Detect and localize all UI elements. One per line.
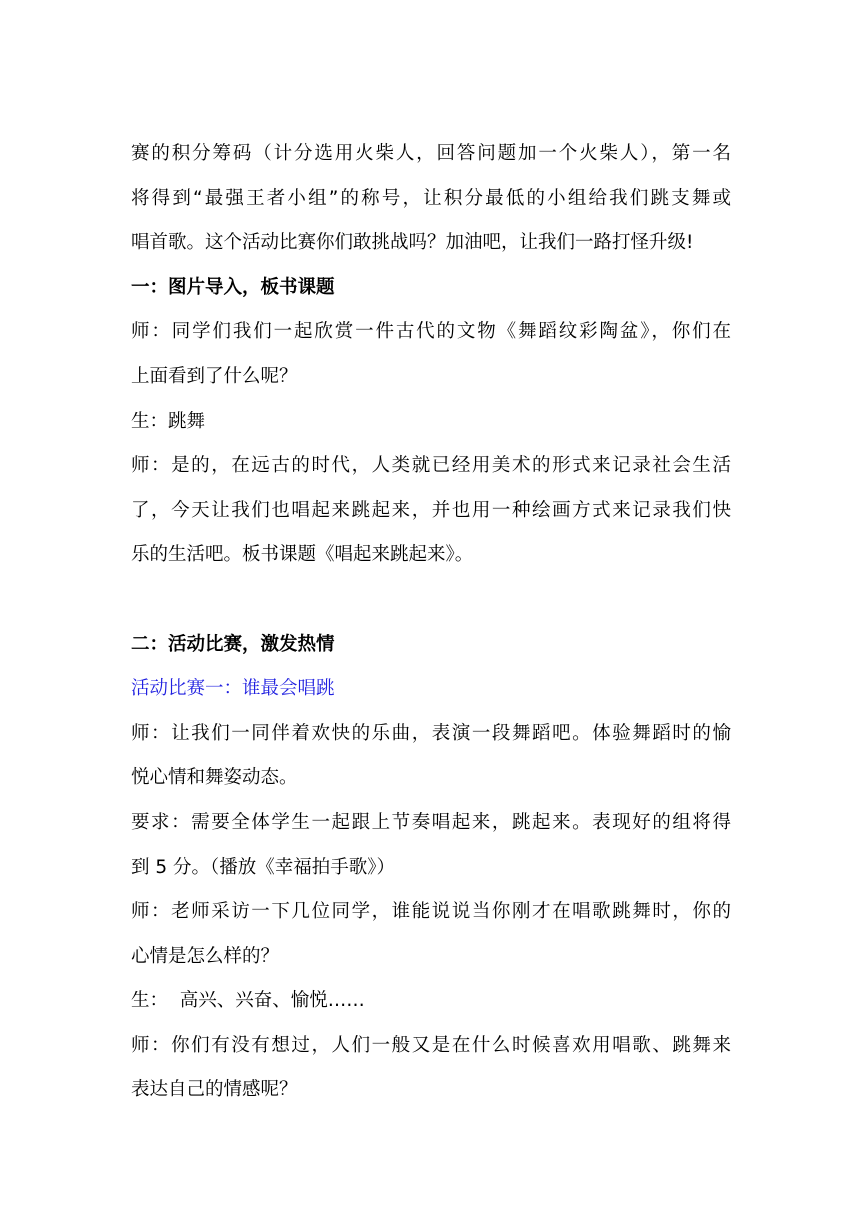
blank-line — [131, 578, 731, 623]
paragraph-line: 将得到“最强王者小组”的称号，让积分最低的小组给我们跳支舞或 — [131, 187, 731, 209]
paragraph-line: 要求：需要全体学生一起跟上节奏唱起来，跳起来。表现好的组将得 — [131, 811, 731, 833]
paragraph-line: 师：让我们一同伴着欢快的乐曲，表演一段舞蹈吧。体验舞蹈时的愉 — [131, 722, 731, 744]
section-heading-2: 二：活动比赛，激发热情 — [131, 633, 335, 655]
paragraph-line: 师：是的，在远古的时代，人类就已经用美术的形式来记录社会生活 — [131, 455, 731, 477]
paragraph-line: 表达自己的情感呢？ — [131, 1079, 298, 1101]
paragraph-line: 乐的生活吧。板书课题《唱起来跳起来》。 — [131, 544, 474, 566]
paragraph-line: 到 5 分。（播放《幸福拍手歌》） — [131, 856, 396, 878]
paragraph-line: 师：同学们我们一起欣赏一件古代的文物《舞蹈纹彩陶盆》，你们在 — [131, 321, 731, 343]
activity-subheading: 活动比赛一：谁最会唱跳 — [131, 678, 335, 700]
paragraph-line: 了，今天让我们也唱起来跳起来，并也用一种绘画方式来记录我们快 — [131, 499, 731, 521]
paragraph-line: 赛的积分筹码（计分选用火柴人，回答问题加一个火柴人），第一名 — [131, 143, 731, 164]
paragraph-line: 上面看到了什么呢？ — [131, 365, 298, 387]
paragraph-line: 师：老师采访一下几位同学，谁能说说当你刚才在唱歌跳舞时，你的 — [131, 901, 731, 923]
paragraph-line: 悦心情和舞姿动态。 — [131, 767, 298, 789]
paragraph-line: 生：跳舞 — [131, 410, 206, 432]
document-body — [131, 132, 731, 1113]
paragraph-line: 生： 高兴、兴奋、愉悦…… — [131, 990, 365, 1012]
paragraph-line: 心情是怎么样的？ — [131, 945, 280, 967]
section-heading-1: 一：图片导入，板书课题 — [131, 276, 335, 298]
paragraph-line: 唱首歌。这个活动比赛你们敢挑战吗？加油吧，让我们一路打怪升级! — [131, 232, 694, 254]
paragraph-line: 师：你们有没有想过，人们一般又是在什么时候喜欢用唱歌、跳舞来 — [131, 1034, 731, 1056]
